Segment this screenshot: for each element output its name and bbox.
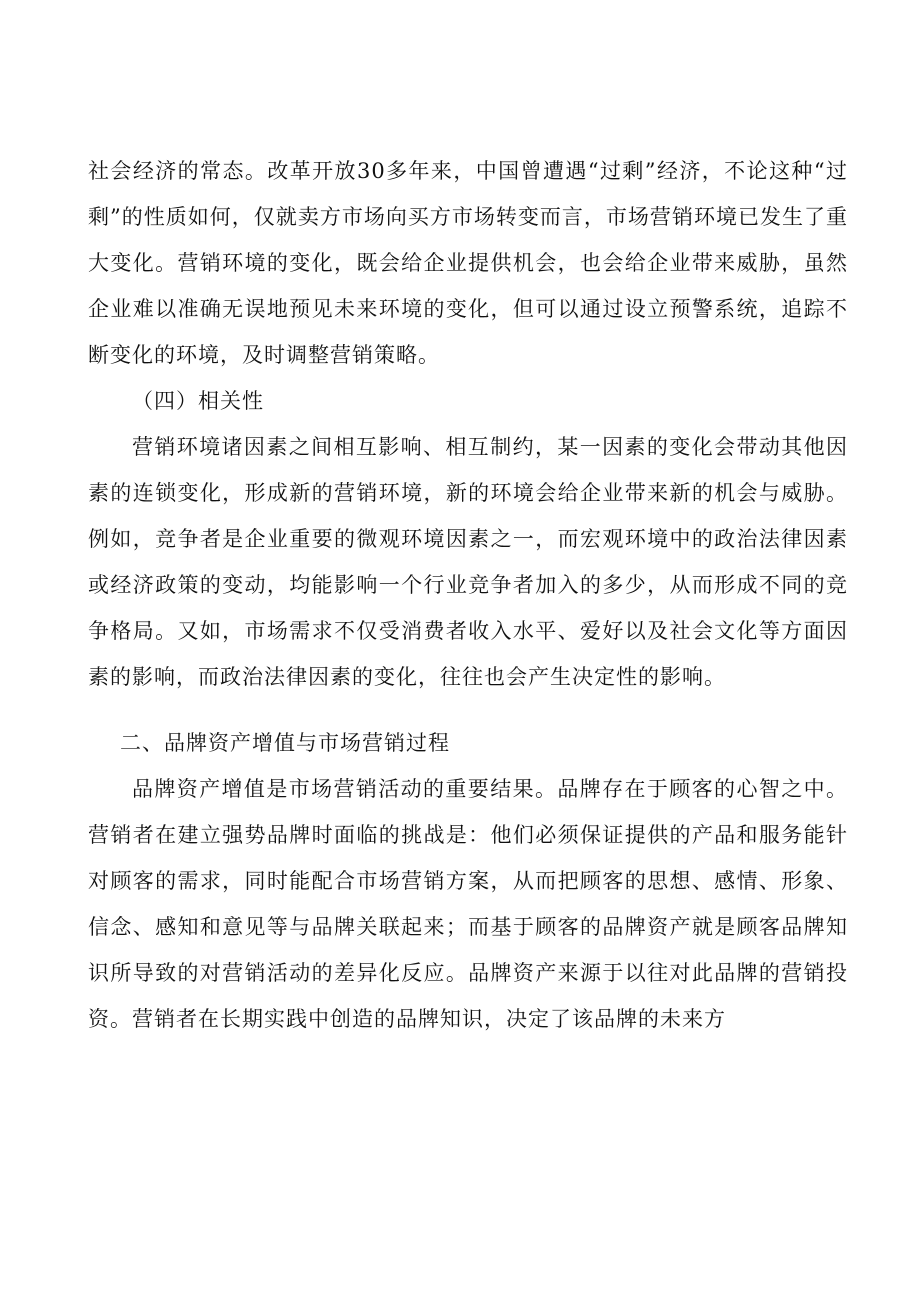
document-body bbox=[88, 148, 848, 1042]
paragraph-market-environment-change: 社会经济的常态。改革开放30多年来，中国曾遭遇“过剩”经济，不论这种“过剩”的性质如何，仅就卖方市场向买方市场转变而言，市场营销环境已发生了重大变化。营销环境的变化，既会给企业提供机会，也会给企业带来威胁，虽然企业难以准确无误地预见未来环境的变化，但可以通过设立预警系统，追踪不断变化的环境，及时调整营销策略。 bbox=[88, 159, 848, 367]
paragraph-relevance: 营销环境诸因素之间相互影响、相互制约，某一因素的变化会带动其他因素的连锁变化，形成新的营销环境，新的环境会给企业带来新的机会与威胁。例如，竞争者是企业重要的微观环境因素之一，而宏观环境中的政治法律因素或经济政策的变动，均能影响一个行业竞争者加入的多少，从而形成不同的竞争格局。又如，市场需求不仅受消费者收入水平、爱好以及社会文化等方面因素的影响，而政治法律因素的变化，往往也会产生决定性的影响。 bbox=[88, 435, 848, 689]
section-heading-brand-equity: 二、品牌资产增值与市场营销过程 bbox=[120, 731, 450, 755]
subheading-relevance: （四）相关性 bbox=[132, 389, 264, 413]
paragraph-brand-equity: 品牌资产增值是市场营销活动的重要结果。品牌存在于顾客的心智之中。营销者在建立强势品牌时面临的挑战是：他们必须保证提供的产品和服务能针对顾客的需求，同时能配合市场营销方案，从而把顾客的思想、感情、形象、信念、感知和意见等与品牌关联起来；而基于顾客的品牌资产就是顾客品牌知识所导致的对营销活动的差异化反应。品牌资产来源于以往对此品牌的营销投资。营销者在长期实践中创造的品牌知识，决定了该品牌的未来方 bbox=[88, 777, 848, 1031]
